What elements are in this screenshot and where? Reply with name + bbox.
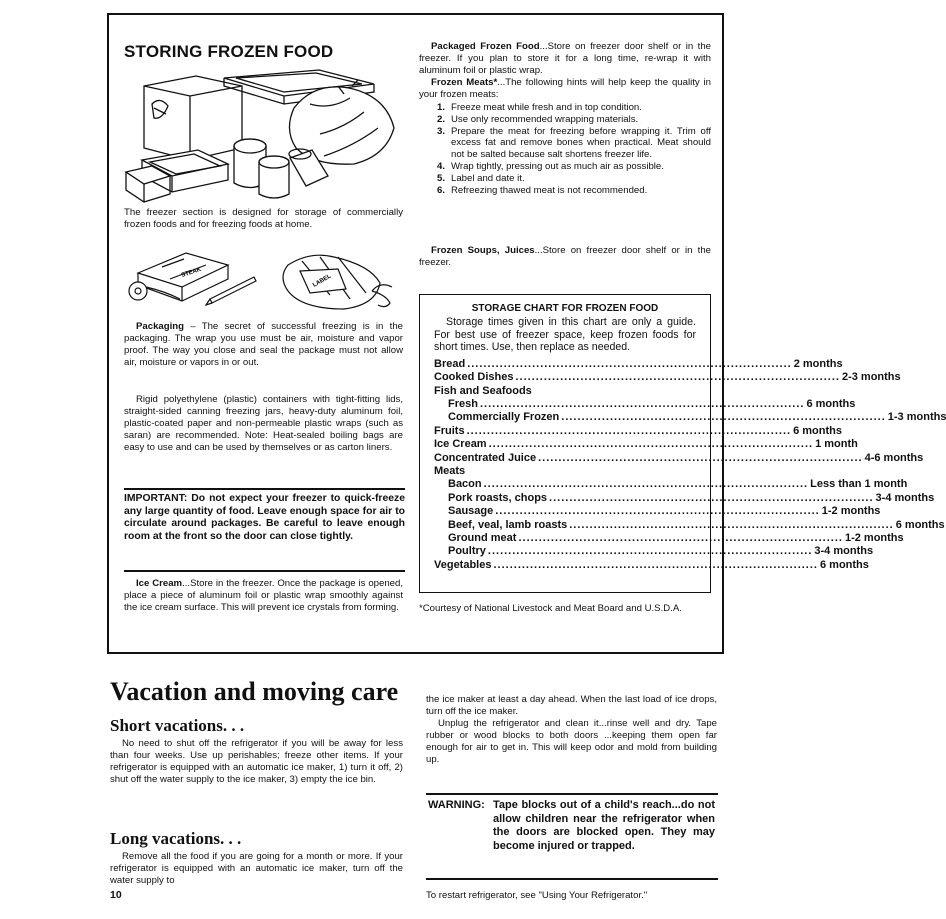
food-label: Bread (434, 357, 466, 370)
food-label: Poultry (448, 545, 486, 558)
food-label: Cooked Dishes (434, 371, 514, 384)
hint-number: 2. (437, 113, 446, 125)
packaging-text: – The secret of successful freezing is in the packaging. The wrap you use must be air, moisture and vapor proof. The way you close and seal the package must not allow air, moisture or vapors in or out. (124, 321, 403, 368)
frozen-soups-label: Frozen Soups, Juices (431, 245, 535, 256)
storage-chart-row (434, 465, 696, 478)
storage-chart-row (434, 518, 945, 532)
leader-dots: ................................................................................ (467, 357, 792, 370)
meat-hint-item (437, 173, 711, 185)
vacation-heading: Vacation and moving care (110, 677, 399, 706)
steak-label-text: STEAK (180, 266, 202, 279)
hint-text: Prepare the meat for freezing before wrapping it. Trim off excess fat and remove bones when practical. Meat should not be salted because salt shortens freezer life. (451, 125, 711, 161)
hint-text: Freeze meat while fresh and in top condition. (451, 102, 642, 113)
short-vacations-text: No need to shut off the refrigerator if you will be away for less than four weeks. Use up perishables; freeze other items. If your refrigerator is equipped with an automatic ice maker, 1) turn it off, 2) shut off the water supply to the ice maker, 3) empty the ice bin. (110, 738, 403, 785)
packaging-paragraph (124, 321, 403, 369)
food-label: Commercially Frozen (448, 411, 560, 424)
meat-hint-item (437, 102, 711, 114)
leader-dots: ................................................................................ (479, 398, 805, 410)
storage-chart-row (434, 491, 935, 505)
hint-text: Label and date it. (451, 172, 525, 184)
ice-cream-text: ...Store in the freezer. Once the package is opened, place a piece of aluminum foil or plastic wrap smoothly against the ice cream surface. This will prevent ice crystals from forming. (124, 578, 403, 613)
packaged-frozen-label: Packaged Frozen Food (431, 41, 540, 52)
frozen-soups-text: ...Store on freezer door shelf or in the freezer. (419, 245, 711, 268)
food-label: Fruits (434, 424, 465, 437)
food-label: Meats (434, 465, 466, 478)
hint-number: 5. (437, 172, 446, 184)
storage-time: 6 months (806, 398, 856, 410)
storage-chart-row (434, 545, 874, 558)
meat-hint-item (437, 161, 711, 173)
storage-chart-row (434, 558, 869, 572)
meat-hint-item (437, 185, 711, 197)
hint-number: 1. (437, 102, 446, 113)
leader-dots: ................................................................................ (515, 371, 840, 384)
meat-hints-list (437, 102, 711, 196)
storage-time: 2-3 months (841, 371, 901, 384)
packaged-frozen-paragraph (419, 41, 711, 77)
frozen-meats-paragraph (419, 77, 711, 101)
storing-intro: The freezer section is designed for storage of commercially frozen foods and for freezing foods at home. (124, 207, 403, 230)
storage-time: Less than 1 month (810, 478, 908, 491)
storage-chart-row (434, 451, 924, 465)
warning-text: Tape blocks out of a child's reach...do not allow children near the refrigerator when the doors are blocked open. They may become injured or trapped. (493, 799, 715, 852)
storage-time: 1-3 months (887, 411, 946, 424)
packaged-frozen-text: ...Store on freezer door shelf or in the freezer. If you plan to store it for a long time, re-wrap it with aluminum foil or plastic wrap. (419, 41, 711, 76)
packaging-label: Packaging (136, 321, 184, 332)
storage-time: 6 months (895, 518, 945, 531)
warning-label: WARNING: (428, 799, 485, 811)
storage-chart-row (434, 505, 881, 518)
long-vacations-text: Remove all the food if you are going for a month or more. If your refrigerator is equipped with an automatic ice maker, turn off the water supply to (110, 851, 403, 886)
food-label: Concentrated Juice (434, 451, 537, 464)
meat-hint-item (437, 114, 711, 126)
storage-time: 1 month (815, 438, 858, 451)
frozen-meats-label: Frozen Meats* (431, 77, 498, 88)
storage-chart-row (434, 438, 858, 451)
storage-chart (419, 294, 946, 593)
hint-number: 4. (437, 160, 446, 172)
frozen-packages-illustration (124, 68, 409, 203)
storage-chart-row (434, 371, 901, 384)
restart-note: To restart refrigerator, see "Using Your Refrigerator." (426, 890, 648, 901)
storage-chart-intro: Storage times given in this chart are only a guide. For best use of freezer space, keep frozen foods for short times. Use, then replace as needed. (434, 316, 696, 354)
storage-chart-row (434, 411, 946, 424)
leader-dots: ................................................................................ (538, 451, 863, 464)
meat-hint-item (437, 126, 711, 161)
storage-chart-title: STORAGE CHART FOR FROZEN FOOD (471, 303, 659, 314)
food-label: Fish and Seafoods (434, 384, 532, 397)
leader-dots: ................................................................................ (466, 424, 792, 437)
storage-chart-rows (434, 357, 946, 573)
food-label: Pork roasts, chops (448, 491, 548, 504)
storage-time: 6 months (793, 424, 842, 437)
storage-time: 2 months (793, 357, 843, 370)
leader-dots: ................................................................................ (549, 491, 874, 504)
leader-dots: ................................................................................ (561, 411, 886, 424)
storage-time: 4-6 months (864, 451, 924, 464)
leader-dots: ................................................................................ (495, 505, 820, 518)
storage-time: 1-2 months (844, 532, 904, 545)
food-label: Bacon (448, 478, 482, 491)
leader-dots: ................................................................................ (483, 478, 809, 491)
ice-cream-label: Ice Cream (136, 578, 183, 589)
storage-chart-row (434, 478, 908, 491)
hint-text: Use only recommended wrapping materials. (451, 113, 639, 125)
important-top-rule (124, 488, 405, 490)
food-label: Ground meat (448, 532, 517, 545)
hint-text: Refreezing thawed meat is not recommended. (451, 184, 648, 196)
storage-time: 1-2 months (821, 505, 881, 518)
food-label: Sausage (448, 505, 494, 518)
storage-time: 3-4 months (875, 491, 935, 504)
vacation-right-text-2: Unplug the refrigerator and clean it...rinse well and dry. Tape rubber or wood blocks to both doors ...keeping them open far enough for air to get in. This will keep odor and mold from building up. (426, 718, 717, 765)
hint-number: 6. (437, 184, 446, 196)
frozen-meats-text: ...The following hints will help keep the quality in your frozen meats: (419, 77, 711, 100)
storage-chart-row (434, 532, 904, 545)
short-vacations-heading: Short vacations. . . (110, 716, 245, 735)
page-number: 10 (110, 889, 122, 901)
hint-number: 3. (437, 125, 446, 137)
ice-cream-paragraph (124, 578, 403, 614)
storing-heading: STORING FROZEN FOOD (124, 42, 334, 61)
warning-bottom-rule (426, 878, 718, 880)
leader-dots: ................................................................................ (518, 532, 843, 545)
courtesy-note: *Courtesy of National Livestock and Meat Board and U.S.D.A. (419, 603, 682, 614)
bag-label-text: LABEL (312, 273, 333, 289)
storage-chart-row (434, 424, 842, 438)
long-vacations-heading: Long vacations. . . (110, 829, 242, 848)
storage-chart-row (434, 398, 856, 411)
wrapping-illustration (124, 247, 409, 315)
storage-time: 6 months (819, 558, 869, 571)
important-note: IMPORTANT: Do not expect your freezer to quick-freeze any large quantity of food. Leave enough space for air to circulate around packages. Be careful to leave enough room at the front so the door can close tightly. (124, 493, 405, 542)
storage-time: 3-4 months (814, 545, 874, 558)
leader-dots: ................................................................................ (493, 558, 818, 571)
warning-top-rule (426, 793, 718, 795)
leader-dots: ................................................................................ (569, 518, 894, 531)
food-label: Fresh (448, 398, 478, 410)
leader-dots: ................................................................................ (488, 438, 814, 451)
storage-chart-row (434, 385, 696, 398)
food-label: Beef, veal, lamb roasts (448, 518, 568, 531)
storage-chart-row (434, 357, 843, 371)
leader-dots: ................................................................................ (487, 545, 813, 558)
rigid-containers-paragraph: Rigid polyethylene (plastic) containers with tight-fitting lids, straight-sided canning freezing jars, heavy-duty aluminum foil, plastic-coated paper and non-permeable plastic wraps (such as saran) are recommended. Note: Heat-sealed boiling bags are easy to use and can be used by themselves or as carton liners. (124, 394, 403, 453)
frozen-soups-paragraph (419, 245, 711, 269)
vacation-right-text-1: the ice maker at least a day ahead. When the last load of ice drops, turn off the ice maker. (426, 694, 717, 717)
food-label: Ice Cream (434, 438, 487, 451)
food-label: Vegetables (434, 558, 492, 571)
important-bottom-rule (124, 570, 405, 572)
hint-text: Wrap tightly, pressing out as much air as possible. (451, 160, 664, 172)
